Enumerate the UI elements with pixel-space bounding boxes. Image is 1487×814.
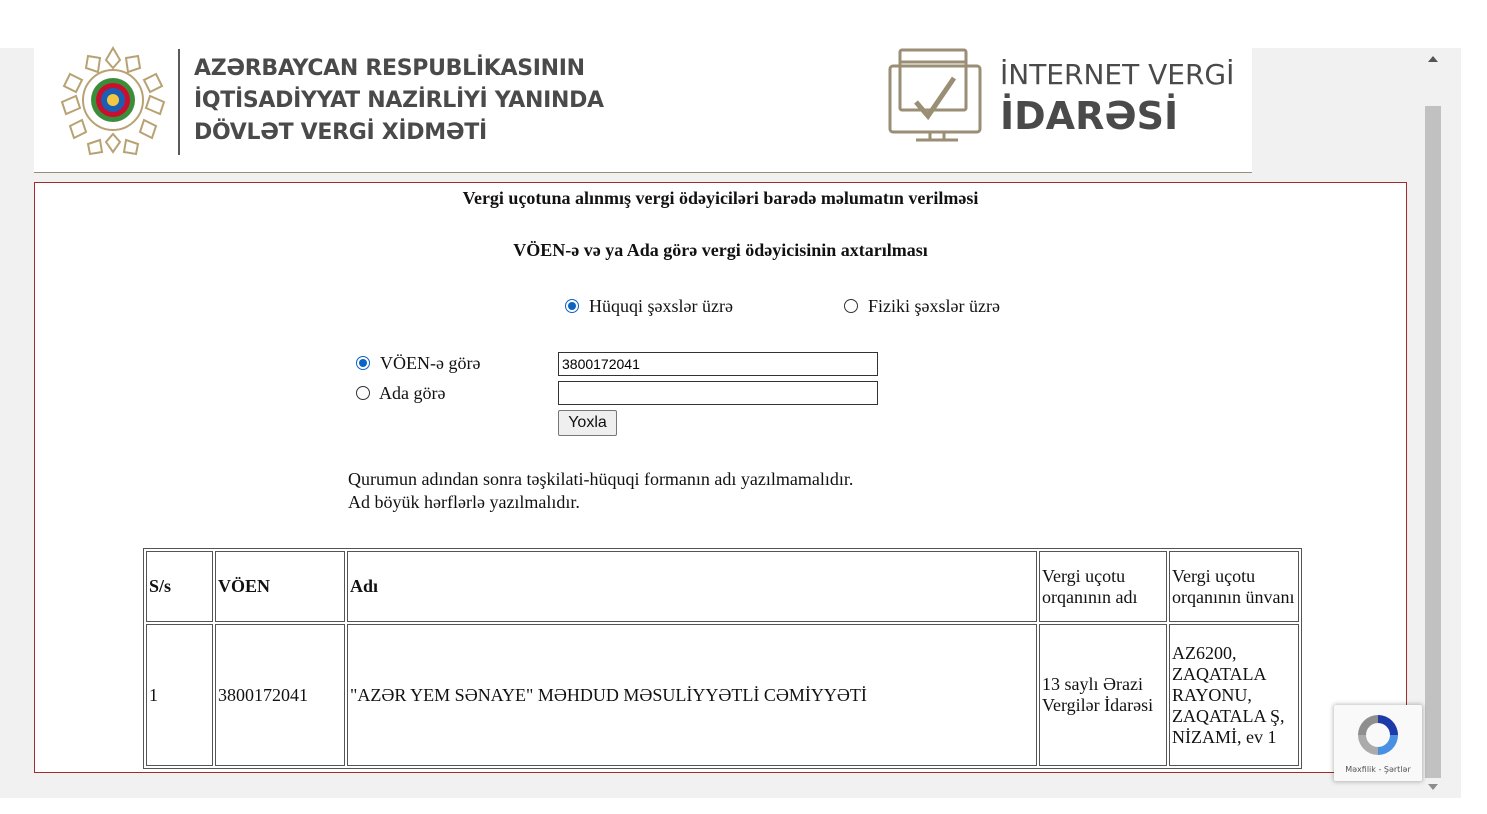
state-emblem-icon <box>58 46 168 156</box>
legal-entities-label[interactable]: Hüquqi şəxslər üzrə <box>589 296 733 316</box>
header-cell-voen: VÖEN <box>215 551 345 622</box>
search-by-voen-label[interactable]: VÖEN-ə görə <box>380 353 481 373</box>
form-note-line-1: Qurumun adından sonra təşkilati-hüquqi formanın adı yazılmamalıdır. <box>348 469 854 489</box>
name-input[interactable] <box>558 381 878 405</box>
form-title: Vergi uçotuna alınmış vergi ödəyiciləri barədə məlumatın verilməsi <box>462 188 979 208</box>
portal-name-line-2: İDARƏSİ <box>1000 94 1179 138</box>
individuals-radio[interactable] <box>844 299 858 313</box>
portal-name-line-1: İNTERNET VERGİ <box>1000 58 1235 91</box>
results-table <box>143 548 1302 769</box>
form-note-line-2: Ad böyük hərflərlə yazılmalıdır. <box>348 492 580 512</box>
check-button[interactable]: Yoxla <box>558 410 617 436</box>
form-subtitle: VÖEN-ə və ya Ada görə vergi ödəyicisinin axtarılması <box>513 240 928 260</box>
header-cell-tax-office-address: Vergi uçotu orqanının ünvanı <box>1169 551 1299 622</box>
monitor-checkmark-icon <box>886 46 986 150</box>
individuals-label[interactable]: Fiziki şəxslər üzrə <box>868 296 1000 316</box>
voen-input[interactable] <box>558 352 878 376</box>
recaptcha-links[interactable]: Məxfilik - Şərtlər <box>1345 765 1411 774</box>
table-header-row <box>146 551 1299 622</box>
agency-name-line-3: DÖVLƏT VERGİ XİDMƏTİ <box>194 120 487 145</box>
row-cell-name: "AZƏR YEM SƏNAYE" MƏHDUD MƏSULİYYƏTLİ CƏMİYYƏTİ <box>347 624 1037 766</box>
search-by-voen-radio[interactable] <box>356 356 370 370</box>
header-cell-tax-office: Vergi uçotu orqanının adı <box>1039 551 1167 622</box>
recaptcha-logo-icon <box>1354 711 1402 759</box>
header-cell-index: S/s <box>146 551 213 622</box>
scroll-down-arrow-icon[interactable] <box>1428 784 1438 790</box>
vertical-scrollbar[interactable] <box>1424 48 1442 798</box>
legal-entities-radio[interactable] <box>565 299 579 313</box>
row-cell-tax-office-address: AZ6200, ZAQATALA RAYONU, ZAQATALA Ş, NİZAMİ, ev 1 <box>1169 624 1299 766</box>
scroll-up-arrow-icon[interactable] <box>1428 56 1438 62</box>
table-row <box>146 624 1299 766</box>
search-by-name-label[interactable]: Ada görə <box>379 383 446 403</box>
header-cell-name: Adı <box>347 551 1037 622</box>
agency-name-line-1: AZƏRBAYCAN RESPUBLİKASININ <box>194 56 585 81</box>
row-cell-tax-office: 13 saylı Ərazi Vergilər İdarəsi <box>1039 624 1167 766</box>
search-form-panel <box>34 182 1407 773</box>
header-divider <box>178 49 180 155</box>
row-cell-voen: 3800172041 <box>215 624 345 766</box>
agency-name-line-2: İQTİSADİYYAT NAZİRLİYİ YANINDA <box>194 88 604 113</box>
search-by-name-radio[interactable] <box>356 386 370 400</box>
scrollbar-thumb[interactable] <box>1425 106 1441 778</box>
recaptcha-badge[interactable] <box>1334 705 1422 781</box>
row-cell-index: 1 <box>146 624 213 766</box>
